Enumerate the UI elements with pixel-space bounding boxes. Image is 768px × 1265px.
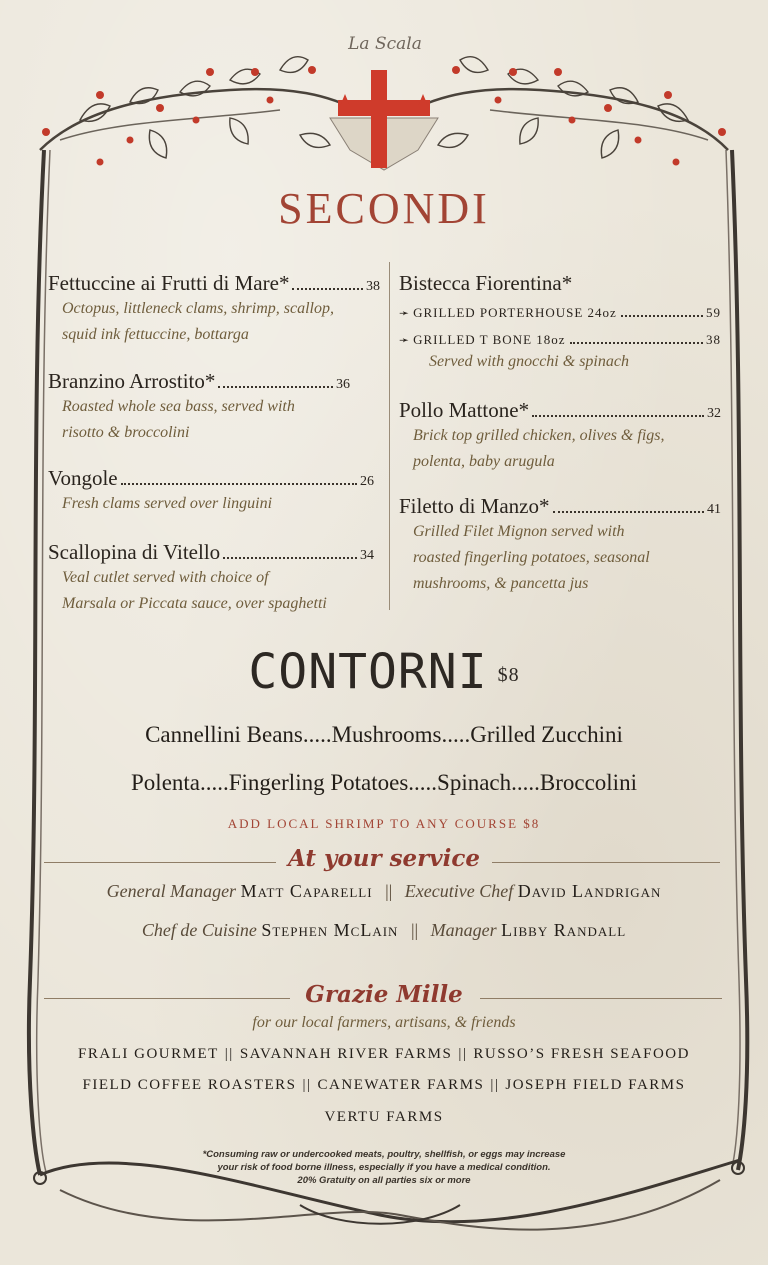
item-description: risotto & broccolini <box>62 424 190 441</box>
partners-row-1 <box>0 1046 768 1063</box>
sides-line-1: Cannellini Beans.....Mushrooms.....Grilled Zucchini <box>145 722 623 747</box>
item-price: 38 <box>366 279 380 294</box>
add-shrimp-note: ADD LOCAL SHRIMP TO ANY COURSE $8 <box>227 816 541 831</box>
option-label: GRILLED T BONE 18oz <box>413 332 566 347</box>
item-price: 36 <box>336 377 350 392</box>
bistecca-option <box>399 332 721 348</box>
staff-role: Executive Chef <box>404 881 514 901</box>
menu-item-filetto <box>399 494 721 597</box>
disclaimer-line: 20% Gratuity on all parties six or more <box>297 1175 471 1186</box>
disclaimer <box>0 1148 768 1187</box>
partners-row-3 <box>0 1109 768 1126</box>
item-description: Marsala or Piccata sauce, over spaghetti <box>62 595 327 612</box>
secondi-heading: SECONDI <box>278 184 490 233</box>
partner-name: VERTU FARMS <box>324 1109 444 1125</box>
contorni-title: CONTORNI <box>248 644 488 700</box>
menu-item-vongole <box>48 466 374 517</box>
item-description: mushrooms, & pancetta jus <box>413 575 589 592</box>
column-divider <box>389 262 390 610</box>
item-name: Branzino Arrostito* <box>48 369 216 393</box>
item-description: roasted fingerling potatoes, seasonal <box>413 549 650 566</box>
bistecca-option <box>399 305 721 321</box>
disclaimer-line: *Consuming raw or undercooked meats, poultry, shellfish, or eggs may increase <box>202 1149 566 1160</box>
item-name: Scallopina di Vitello <box>48 540 221 564</box>
staff-person: Stephen McLain <box>261 920 399 940</box>
staff-role: Chef de Cuisine <box>141 920 257 940</box>
staff-person: David Landrigan <box>517 881 662 901</box>
item-price: 32 <box>707 406 721 421</box>
item-description: squid ink fettuccine, bottarga <box>62 326 249 343</box>
thanks-heading: Grazie Mille <box>305 981 463 1008</box>
staff-row-2 <box>0 920 768 941</box>
menu-item-branzino <box>48 369 350 446</box>
item-price: 26 <box>360 474 374 489</box>
item-description: Octopus, littleneck clams, shrimp, scallop, <box>62 300 334 317</box>
staff-row-1 <box>0 881 768 902</box>
separator: || <box>385 881 393 901</box>
partner-name: FRALI GOURMET <box>78 1046 219 1062</box>
separator: || <box>458 1046 468 1062</box>
contorni-heading <box>0 644 768 700</box>
separator: || <box>490 1077 500 1093</box>
menu-item-fettuccine <box>48 271 380 348</box>
staff-person: Matt Caparelli <box>240 881 373 901</box>
item-name: Vongole <box>48 466 118 490</box>
item-name: Fettuccine ai Frutti di Mare* <box>48 271 290 295</box>
partner-name: CANEWATER FARMS <box>317 1077 485 1093</box>
item-name: Filetto di Manzo* <box>399 494 550 518</box>
item-price: 41 <box>707 502 721 517</box>
item-name: Bistecca Fiorentina* <box>399 271 573 295</box>
thanks-subtitle: for our local farmers, artisans, & friends <box>252 1014 516 1031</box>
item-description: Roasted whole sea bass, served with <box>62 398 295 415</box>
partner-name: FIELD COFFEE ROASTERS <box>82 1077 297 1093</box>
item-name: Pollo Mattone* <box>399 398 530 422</box>
arrow-icon: ➛ <box>399 306 411 320</box>
item-description: Veal cutlet served with choice of <box>62 569 269 586</box>
menu-item-pollo <box>399 398 721 475</box>
staff-role: Manager <box>430 920 497 940</box>
item-description: Brick top grilled chicken, olives & figs, <box>413 427 665 444</box>
item-description: Fresh clams served over linguini <box>62 495 273 512</box>
arrow-icon: ➛ <box>399 333 411 347</box>
restaurant-logo: La Scala <box>348 34 422 54</box>
menu-item-bistecca <box>399 271 721 375</box>
staff-person: Libby Randall <box>501 920 627 940</box>
item-description: Grilled Filet Mignon served with <box>413 523 625 540</box>
partner-name: SAVANNAH RIVER FARMS <box>239 1046 453 1062</box>
item-price: 34 <box>360 548 374 563</box>
partners-row-2 <box>0 1077 768 1094</box>
service-heading: At your service <box>287 845 481 872</box>
item-description: Served with gnocchi & spinach <box>429 353 629 370</box>
partner-name: RUSSO’S FRESH SEAFOOD <box>473 1046 690 1062</box>
staff-role: General Manager <box>106 881 237 901</box>
option-label: GRILLED PORTERHOUSE 24oz <box>413 305 617 320</box>
item-description: polenta, baby arugula <box>413 453 555 470</box>
separator: || <box>224 1046 234 1062</box>
separator: || <box>410 920 419 940</box>
disclaimer-line: your risk of food borne illness, especially if you have a medical condition. <box>217 1162 551 1173</box>
option-price: 38 <box>706 332 721 347</box>
menu-item-scallopina <box>48 540 374 617</box>
separator: || <box>302 1077 312 1093</box>
contorni-price: $8 <box>497 663 520 686</box>
option-price: 59 <box>706 305 721 320</box>
partner-name: JOSEPH FIELD FARMS <box>505 1077 686 1093</box>
sides-line-2: Polenta.....Fingerling Potatoes.....Spinach.....Broccolini <box>131 770 637 795</box>
